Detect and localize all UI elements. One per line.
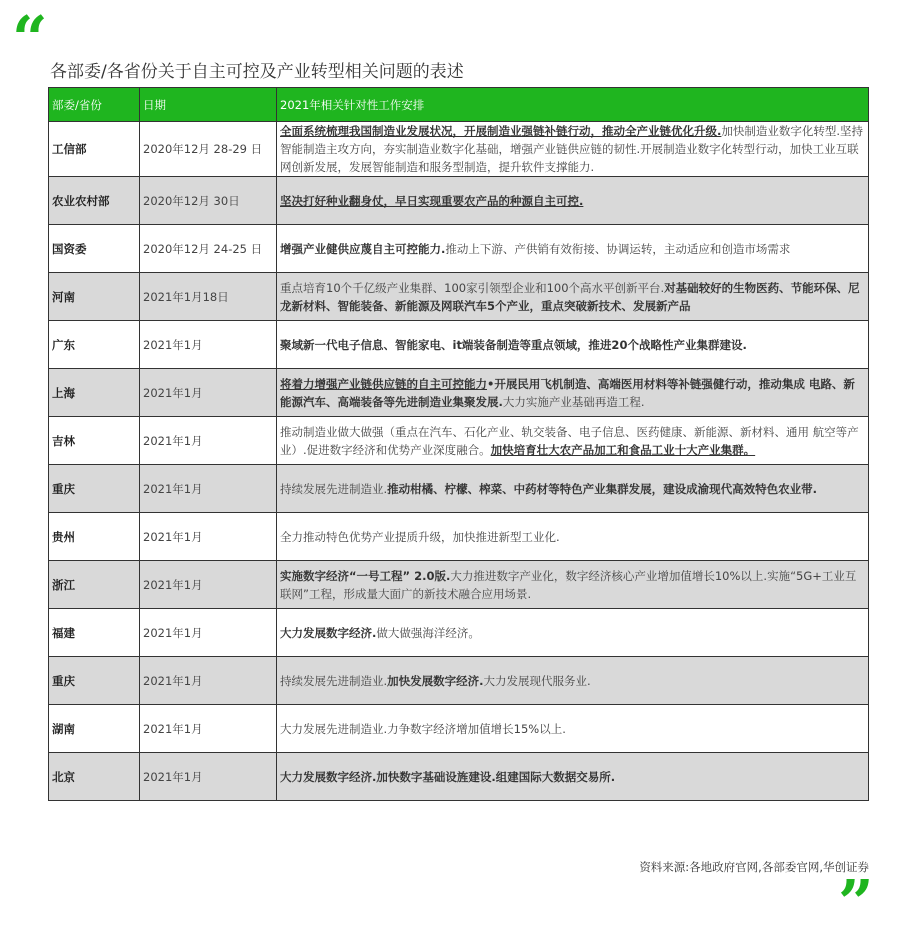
date-cell: 2021年1月	[140, 609, 277, 657]
close-quote-mark: ”	[838, 866, 868, 939]
dept-cell: 北京	[49, 753, 140, 801]
arrangement-text: 聚域新一代电子信息、智能家电、it端装备制造等重点领域，推进20个战略性产业集群建设.	[280, 337, 747, 352]
table-row	[49, 753, 869, 801]
arrangement-text: 大力发展数字经济.	[280, 625, 377, 640]
arrangement-cell	[277, 273, 869, 321]
date-cell: 2021年1月	[140, 321, 277, 369]
arrangement-text: 大力发展现代服务业.	[483, 673, 591, 688]
arrangement-cell	[277, 321, 869, 369]
header-date: 日期	[140, 88, 277, 122]
dept-cell: 重庆	[49, 465, 140, 513]
arrangement-cell	[277, 417, 869, 465]
date-cell: 2021年1月18日	[140, 273, 277, 321]
arrangement-text: 实施数字经济“一号工程” 2.0版.	[280, 568, 451, 583]
table-row	[49, 657, 869, 705]
dept-cell: 广东	[49, 321, 140, 369]
header-dept: 部委/省份	[49, 88, 140, 122]
date-cell: 2021年1月	[140, 657, 277, 705]
arrangement-text: 推动上下游、产供销有效衔接、协调运转，主动适应和创造市场需求	[445, 241, 791, 256]
table-row	[49, 417, 869, 465]
arrangement-text: 全力推动特色优势产业提质升级，加快推进新型工业化.	[280, 529, 560, 544]
dept-cell: 工信部	[49, 122, 140, 177]
dept-cell: 国资委	[49, 225, 140, 273]
dept-cell: 上海	[49, 369, 140, 417]
arrangement-cell	[277, 705, 869, 753]
table-row	[49, 465, 869, 513]
table-row	[49, 122, 869, 177]
table-row	[49, 273, 869, 321]
dept-cell: 重庆	[49, 657, 140, 705]
date-cell: 2021年1月	[140, 369, 277, 417]
date-cell: 2020年12月 24-25 日	[140, 225, 277, 273]
dept-cell: 农业农村部	[49, 177, 140, 225]
date-cell: 2021年1月	[140, 465, 277, 513]
table-body	[49, 122, 869, 801]
arrangement-text: 坚决打好种业翻身仗，早日实现重要农产品的种源自主可控.	[280, 193, 584, 208]
source-note: 资料来源:各地政府官网,各部委官网,华创证券	[639, 860, 869, 874]
table-row	[49, 609, 869, 657]
arrangement-text: 大力推进数字产业化，数字经济核心产业增加值增长10%以上.实施“5G+工业互联网”工程，形成量大面广的新技术融合应用场景.	[280, 568, 857, 601]
arrangement-text: 加快培育壮大农产品加工和食品工业十大产业集群。	[490, 442, 756, 457]
policy-table	[48, 87, 869, 801]
arrangement-text: 增强产业健供应蔑自主可控能力.	[280, 241, 446, 256]
arrangement-cell	[277, 609, 869, 657]
dept-cell: 福建	[49, 609, 140, 657]
arrangement-cell	[277, 753, 869, 801]
date-cell: 2021年1月	[140, 513, 277, 561]
table-row	[49, 705, 869, 753]
table-row	[49, 225, 869, 273]
arrangement-text: 大力发展数字经济.加快数字基础设旌建设.组建国际大数据交易所.	[280, 769, 616, 784]
dept-cell: 湖南	[49, 705, 140, 753]
dept-cell: 浙江	[49, 561, 140, 609]
date-cell: 2021年1月	[140, 705, 277, 753]
date-cell: 2020年12月 30日	[140, 177, 277, 225]
arrangement-text: 重点培育10个千亿级产业集群、100家引领型企业和100个高水平创新平台.	[280, 280, 665, 295]
arrangement-cell	[277, 513, 869, 561]
arrangement-cell	[277, 657, 869, 705]
dept-cell: 贵州	[49, 513, 140, 561]
dept-cell: 河南	[49, 273, 140, 321]
table-header-row	[49, 88, 869, 122]
arrangement-cell	[277, 369, 869, 417]
arrangement-cell	[277, 561, 869, 609]
table-row	[49, 321, 869, 369]
arrangement-text: 推动柑橘、柠檬、榨菜、中药材等特色产业集群发展，建设成渝现代高效特色农业带.	[387, 481, 818, 496]
arrangement-text: •开展民用飞机制造、高端医用材料等补链强健行动，推动集成 电路、新能源汽车、高端装备等先进制造业集聚发展.	[280, 376, 855, 409]
arrangement-text: 做大做强海洋经济。	[376, 625, 480, 640]
header-arrangement: 2021年相关针对性工作安排	[277, 88, 869, 122]
arrangement-cell	[277, 225, 869, 273]
open-quote-mark: “	[12, 2, 42, 75]
arrangement-cell	[277, 177, 869, 225]
table-row	[49, 177, 869, 225]
arrangement-text: 对基础较好的生物医药、节能环保、尼龙新材料、智能装备、新能源及网联汽车5个产业，重点突破新技术、发展新产品	[280, 280, 860, 313]
arrangement-text: 加快制造业数字化转型.坚持智能制造主攻方向，夯实制造业数字化基础，增强产业链供应链的韧性.开展制造业数字化转型行动，加快工业互联网创新发展，发展智能制造和服务型制造，提升软件支撑能力.	[280, 124, 864, 174]
date-cell: 2020年12月 28-29 日	[140, 122, 277, 177]
date-cell: 2021年1月	[140, 417, 277, 465]
date-cell: 2021年1月	[140, 561, 277, 609]
arrangement-text: 大力实施产业基础再造工程.	[502, 394, 645, 409]
arrangement-cell	[277, 465, 869, 513]
table-row	[49, 369, 869, 417]
date-cell: 2021年1月	[140, 753, 277, 801]
arrangement-text: 全面系统梳理我国制造业发展状况，开展制造业强链补链行动，推动全产业链优化升级.	[280, 124, 722, 138]
dept-cell: 吉林	[49, 417, 140, 465]
arrangement-text: 持续发展先进制造业.	[280, 481, 388, 496]
table-row	[49, 513, 869, 561]
arrangement-text: 将着力增强产业链供应链的自主可控能力	[280, 376, 487, 391]
page-title: 各部委/各省份关于自主可控及产业转型相关问题的表述	[50, 62, 464, 82]
table-row	[49, 561, 869, 609]
arrangement-text: 持续发展先进制造业.	[280, 673, 388, 688]
arrangement-text: 推动制造业做大做强（重点在汽车、石化产业、轨交装备、电子信息、医药健康、新能源、新材料、通用 航空等产业）.促进数字经济和优势产业深度融合。	[280, 424, 859, 457]
arrangement-cell	[277, 122, 869, 177]
arrangement-text: 加快发展数字经济.	[387, 673, 484, 688]
arrangement-text: 大力发展先进制造业.力争数字经济增加值增长15%以上.	[280, 721, 566, 736]
